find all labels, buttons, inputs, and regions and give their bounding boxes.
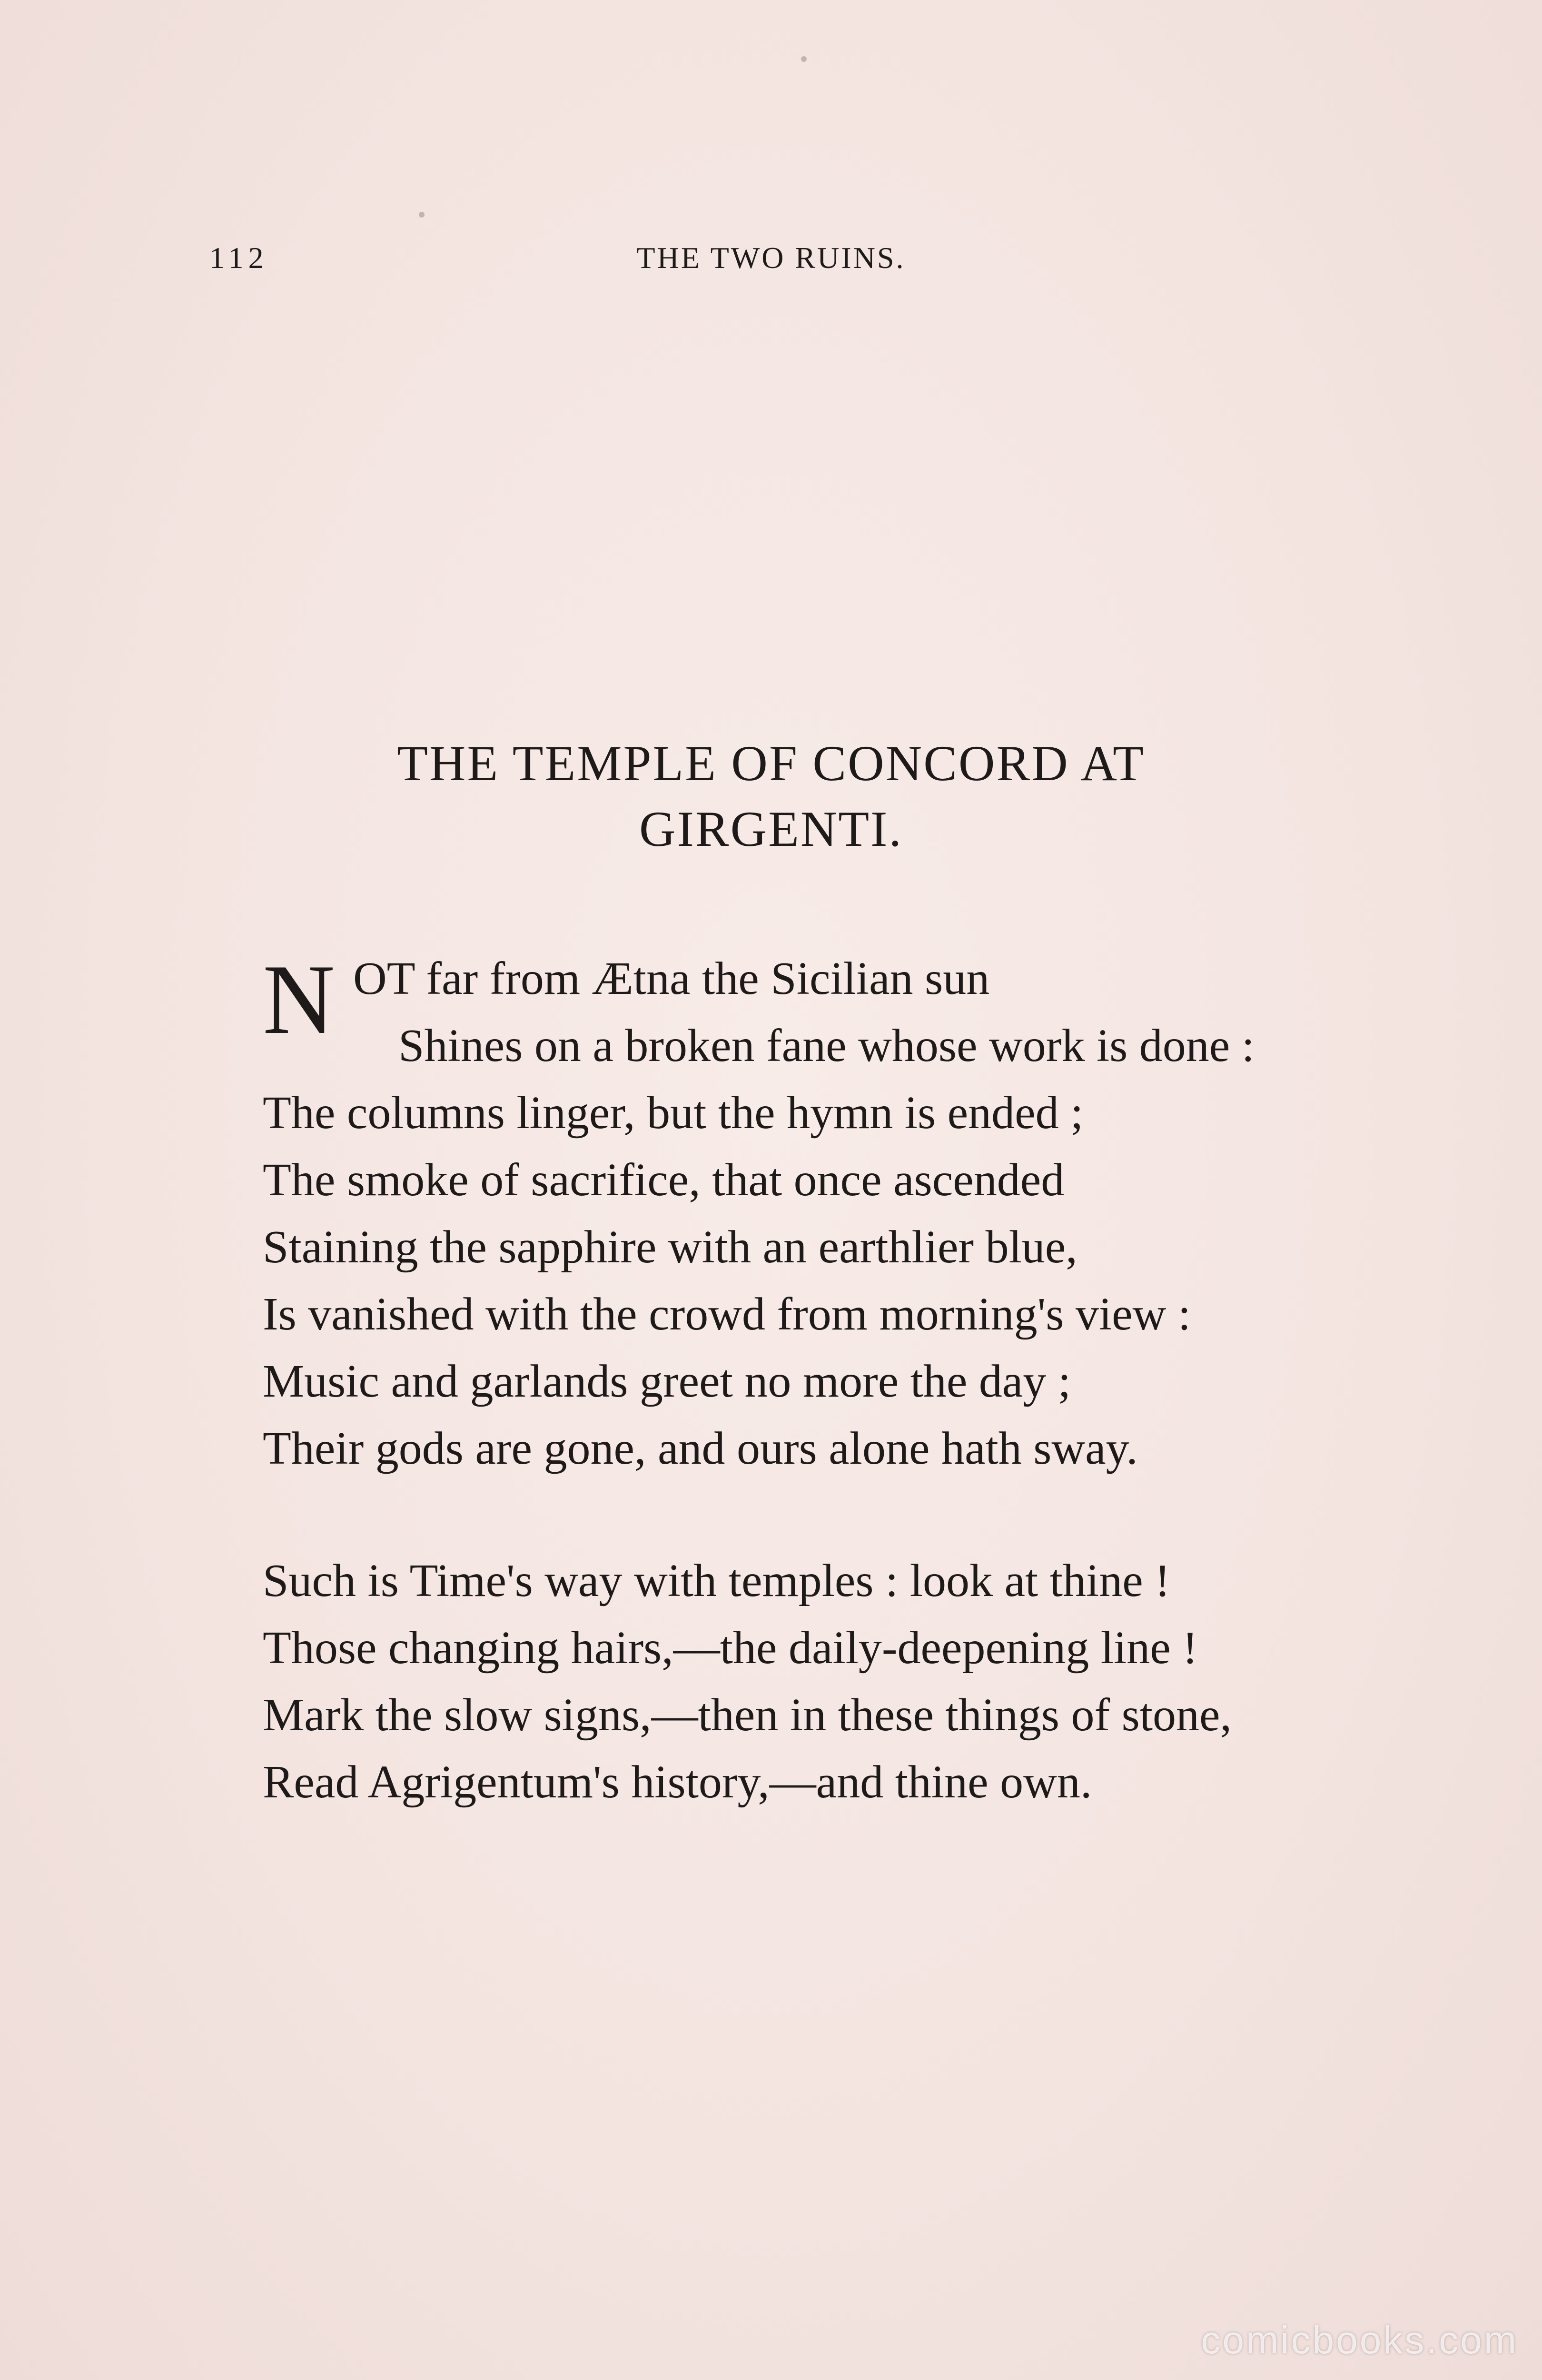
poem-line: Read Agrigentum's history,—and thine own. bbox=[263, 1756, 1092, 1808]
poem-line: The smoke of sacrifice, that once ascended bbox=[263, 1154, 1065, 1206]
poem-title-line: GIRGENTI. bbox=[639, 801, 903, 857]
running-title: THE TWO RUINS. bbox=[636, 241, 906, 275]
page-number: 112 bbox=[209, 241, 268, 275]
drop-cap: N bbox=[263, 944, 335, 1055]
stanza-1 bbox=[263, 945, 1453, 1482]
poem-line: Such is Time's way with temples : look at thine ! bbox=[263, 1555, 1170, 1606]
poem-line: Those changing hairs,—the daily-deepening line ! bbox=[263, 1622, 1198, 1674]
poem-line: The columns linger, but the hymn is ended ; bbox=[263, 1087, 1084, 1139]
first-line-text: OT far from Ætna the Sicilian sun bbox=[353, 953, 990, 1004]
watermark: comicbooks.com bbox=[1201, 2319, 1518, 2362]
paper-speck bbox=[801, 56, 807, 62]
poem-line: Their gods are gone, and ours alone hath sway. bbox=[263, 1423, 1138, 1474]
poem-line: Shines on a broken fane whose work is done : bbox=[398, 1020, 1255, 1071]
poem-line: Staining the sapphire with an earthlier blue, bbox=[263, 1221, 1077, 1273]
poem-line: Mark the slow signs,—then in these things of stone, bbox=[263, 1689, 1232, 1741]
poem-line: Is vanished with the crowd from morning's view : bbox=[263, 1289, 1191, 1340]
poem-title bbox=[0, 731, 1542, 862]
running-head bbox=[0, 240, 1542, 278]
poem-title-line: THE TEMPLE OF CONCORD AT bbox=[397, 735, 1145, 791]
poem-line: Music and garlands greet no more the day ; bbox=[263, 1356, 1071, 1407]
stanza-2 bbox=[263, 1547, 1453, 1816]
paper-speck bbox=[419, 212, 425, 218]
